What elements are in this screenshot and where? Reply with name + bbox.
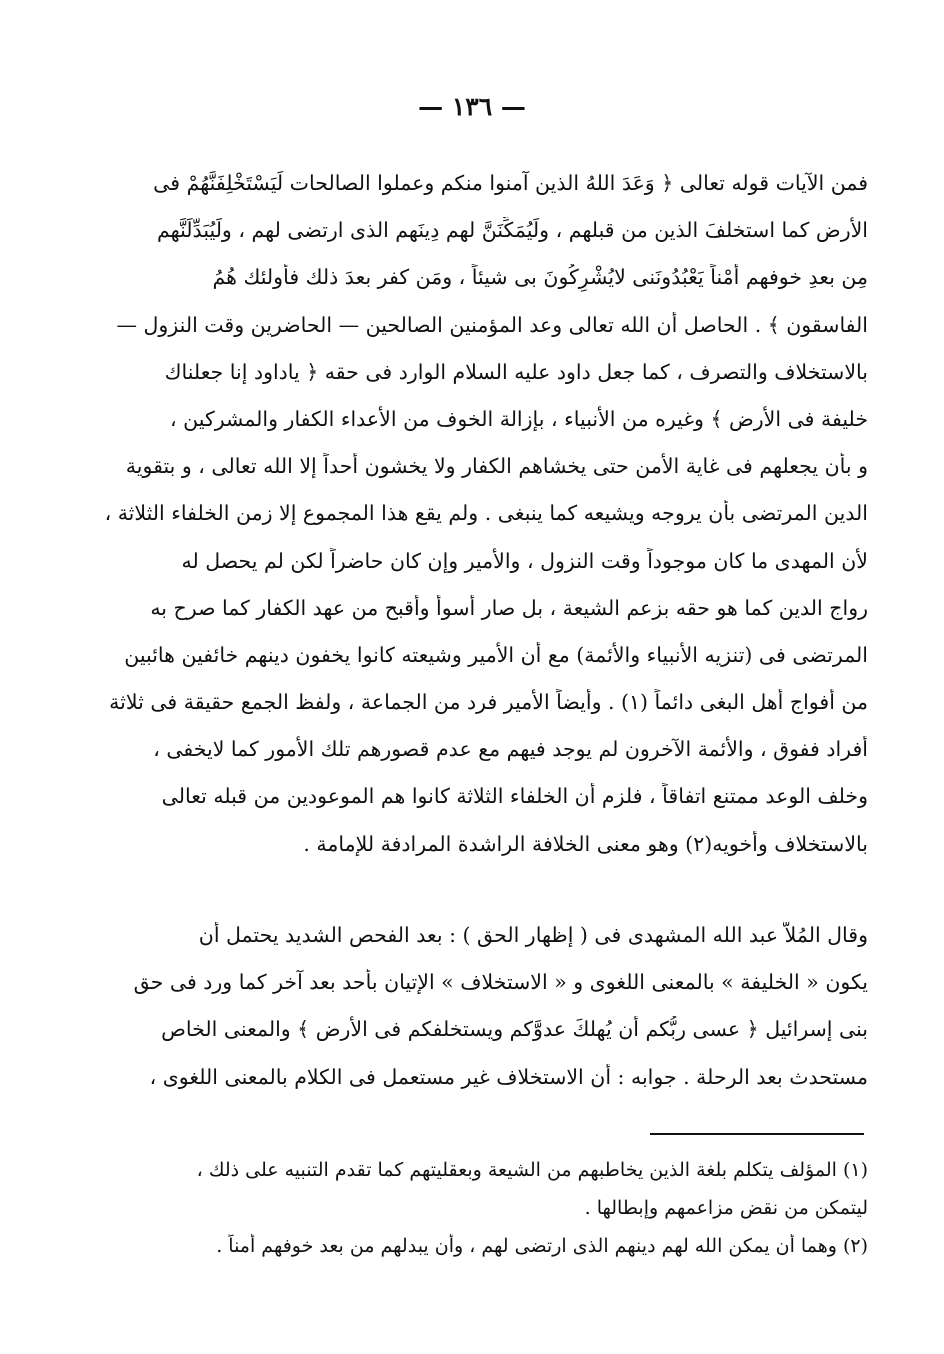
paragraph-2 [78,922,868,1111]
footnote-1-line: (١) المؤلف يتكلم بلغة الذين يخاطبهم من الشيعة وبعقليتهم كما تقدم التنبيه على ذلك ، [196,1159,868,1181]
text-line: أفراد ففوق ، والأئمة الآخرون لم يوجد فيهم مع عدم قصورهم تلك الأمور كما لايخفى ، [153,737,868,762]
paragraph-1 [78,170,868,878]
text-line: وخلف الوعد ممتنع اتفاقاً ، فلزم أن الخلفاء الثلاثة كانوا هم الموعودين من قبله تعالى [161,784,868,809]
text-line: بالاستخلاف والتصرف ، كما جعل داود عليه السلام الوارد فى حقه ﴿ ياداود إنا جعلناك [164,359,868,384]
text-line: رواج الدين كما هو حقه بزعم الشيعة ، بل صار أسوأ وأقبح من عهد الكفار كما صرح به [150,595,868,620]
footnote-2-line: (٢) وهما أن يمكن الله لهم دينهم الذى ارتضى لهم ، وأن يبدلهم من بعد خوفهم أمناً . [216,1235,868,1257]
footnote-divider [650,1133,864,1135]
page-number: — ١٣٦ — [418,92,526,121]
text-line: مستحدث بعد الرحلة . جوابه : أن الاستخلاف غير مستعمل فى الكلام بالمعنى اللغوى ، [149,1064,868,1089]
text-line: الفاسقون ﴾ . الحاصل أن الله تعالى وعد المؤمنين الصالحين — الحاضرين وقت النزول — [116,312,868,337]
text-line: مِن بعدِ خوفهم أمْناً يَعْبُدُونَنى لايُشْرِكُونَ بى شيئاً ، ومَن كفر بعدَ ذلك فأولئك هُمُ [212,265,868,290]
text-line: المرتضى فى (تنزيه الأنبياء والأئمة) مع أن الأمير وشيعته كانوا يخفون دينهم خائفين هائبين [124,642,868,667]
footnotes [78,1158,868,1272]
text-line: الدين المرتضى بأن يروجه ويشيعه كما ينبغى . ولم يقع هذا المجموع إلا زمن الخلفاء الثلاثة ، [104,501,868,526]
footnote-1-line: ليتمكن من نقض مزاعمهم وإبطالها . [584,1197,868,1219]
text-line: بنى إسرائيل ﴿ عسى ربُّكم أن يُهلكَ عدوَّكم ويستخلفكم فى الأرض ﴾ والمعنى الخاص [161,1017,868,1042]
text-line: فمن الآيات قوله تعالى ﴿ وَعَدَ اللهُ الذين آمنوا منكم وعملوا الصالحات لَيَسْتَخْلِفَنَّهُمْ فى [153,171,868,195]
text-line: يكون « الخليفة » بالمعنى اللغوى و « الاستخلاف » الإتيان بأحد بعد آخر كما ورد فى حق [133,970,868,995]
text-line: من أفواج أهل البغى دائماً (١) . وأيضاً الأمير فرد من الجماعة ، ولفظ الجمع حقيقة فى ثلاثة [109,690,868,715]
text-line: وقال المُلاّ عبد الله المشهدى فى ( إظهار الحق ) : بعد الفحص الشديد يحتمل أن [198,923,868,947]
text-line: خليفة فى الأرض ﴾ وغيره من الأنبياء ، بإزالة الخوف من الأعداء الكفار والمشركين ، [170,406,868,431]
text-line: الأرض كما استخلفَ الذين من قبلهم ، ولَيُمَكِّنَنَّ لهم دِينَهم الذى ارتضى لهم ، ولَيُبَدِّلَنَّهم [157,218,868,243]
text-line: لأن المهدى ما كان موجوداً وقت النزول ، والأمير وإن كان حاضراً لكن لم يحصل له [181,548,868,573]
text-line: بالاستخلاف وأخويه(٢) وهو معنى الخلافة الراشدة المرادفة للإمامة . [303,831,868,856]
text-line: و بأن يجعلهم فى غاية الأمن حتى يخشاهم الكفار ولا يخشون أحداً إلا الله تعالى ، و بتقوية [125,454,868,479]
